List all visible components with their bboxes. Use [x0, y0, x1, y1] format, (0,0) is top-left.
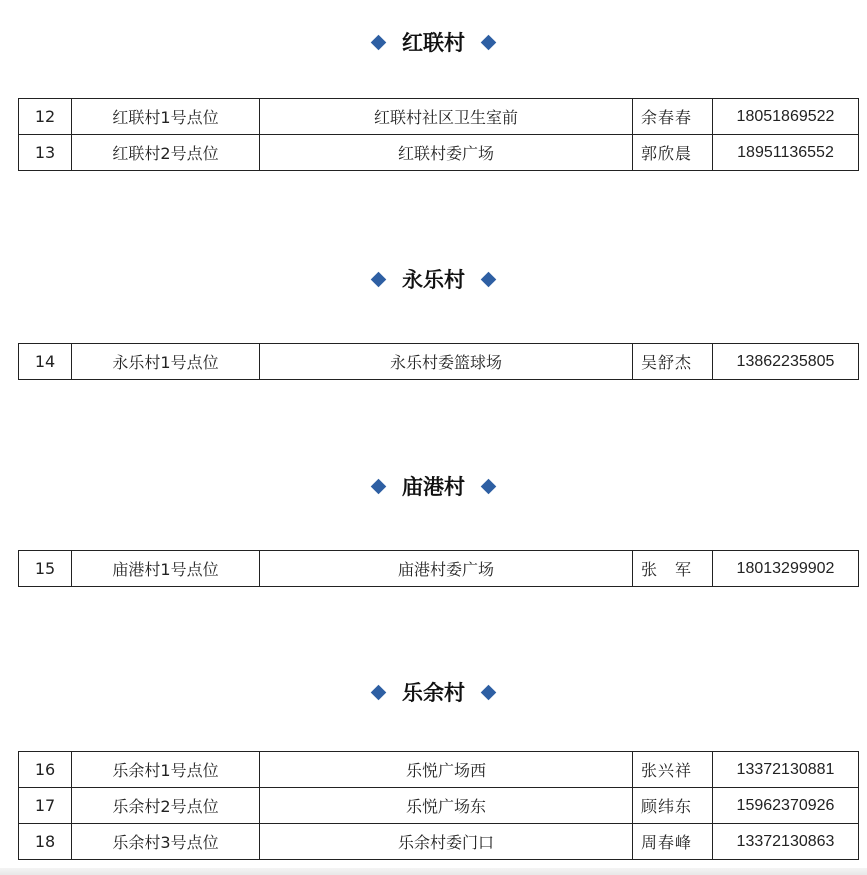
section-title: 乐余村: [402, 681, 465, 705]
point-address: 永乐村委篮球场: [260, 344, 633, 380]
point-address: 乐余村委门口: [260, 824, 633, 860]
table-row: [19, 788, 859, 824]
contact-person: 吴舒杰: [633, 344, 713, 380]
contact-person: 张 军: [633, 551, 713, 587]
section-heading-leyu: [0, 674, 867, 710]
point-address: 庙港村委广场: [260, 551, 633, 587]
contact-person: 郭欣晨: [633, 135, 713, 171]
point-name: 乐余村2号点位: [72, 788, 260, 824]
row-number: 17: [19, 788, 72, 824]
point-address: 乐悦广场东: [260, 788, 633, 824]
contact-phone: 13372130881: [713, 752, 859, 788]
table-row: [19, 344, 859, 380]
table-row: [19, 135, 859, 171]
contact-phone: 18013299902: [713, 551, 859, 587]
section-heading-miaogang: [0, 468, 867, 504]
table-row: [19, 551, 859, 587]
section-heading-honglian: [0, 24, 867, 60]
point-address: 红联村社区卫生室前: [260, 99, 633, 135]
point-address: 红联村委广场: [260, 135, 633, 171]
section-heading-yongle: [0, 261, 867, 297]
row-number: 13: [19, 135, 72, 171]
diamond-icon: [481, 684, 497, 700]
points-table: [18, 98, 859, 171]
row-number: 18: [19, 824, 72, 860]
points-table: [18, 751, 859, 860]
point-name: 红联村1号点位: [72, 99, 260, 135]
table-row: [19, 99, 859, 135]
row-number: 12: [19, 99, 72, 135]
table-row: [19, 752, 859, 788]
contact-person: 顾纬东: [633, 788, 713, 824]
row-number: 14: [19, 344, 72, 380]
points-table: [18, 550, 859, 587]
points-table: [18, 343, 859, 380]
diamond-icon: [481, 478, 497, 494]
contact-phone: 18951136552: [713, 135, 859, 171]
diamond-icon: [371, 271, 387, 287]
diamond-icon: [481, 271, 497, 287]
point-name: 乐余村1号点位: [72, 752, 260, 788]
contact-phone: 13862235805: [713, 344, 859, 380]
section-title: 红联村: [402, 31, 465, 55]
point-name: 永乐村1号点位: [72, 344, 260, 380]
contact-phone: 18051869522: [713, 99, 859, 135]
point-name: 庙港村1号点位: [72, 551, 260, 587]
diamond-icon: [371, 684, 387, 700]
contact-person: 张兴祥: [633, 752, 713, 788]
row-number: 16: [19, 752, 72, 788]
contact-person: 周春峰: [633, 824, 713, 860]
point-name: 乐余村3号点位: [72, 824, 260, 860]
point-address: 乐悦广场西: [260, 752, 633, 788]
contact-phone: 15962370926: [713, 788, 859, 824]
section-title: 庙港村: [402, 475, 465, 499]
table-row: [19, 824, 859, 860]
contact-person: 余春春: [633, 99, 713, 135]
diamond-icon: [481, 34, 497, 50]
bottom-edge: [0, 868, 867, 875]
diamond-icon: [371, 34, 387, 50]
diamond-icon: [371, 478, 387, 494]
row-number: 15: [19, 551, 72, 587]
contact-phone: 13372130863: [713, 824, 859, 860]
point-name: 红联村2号点位: [72, 135, 260, 171]
section-title: 永乐村: [402, 268, 465, 292]
